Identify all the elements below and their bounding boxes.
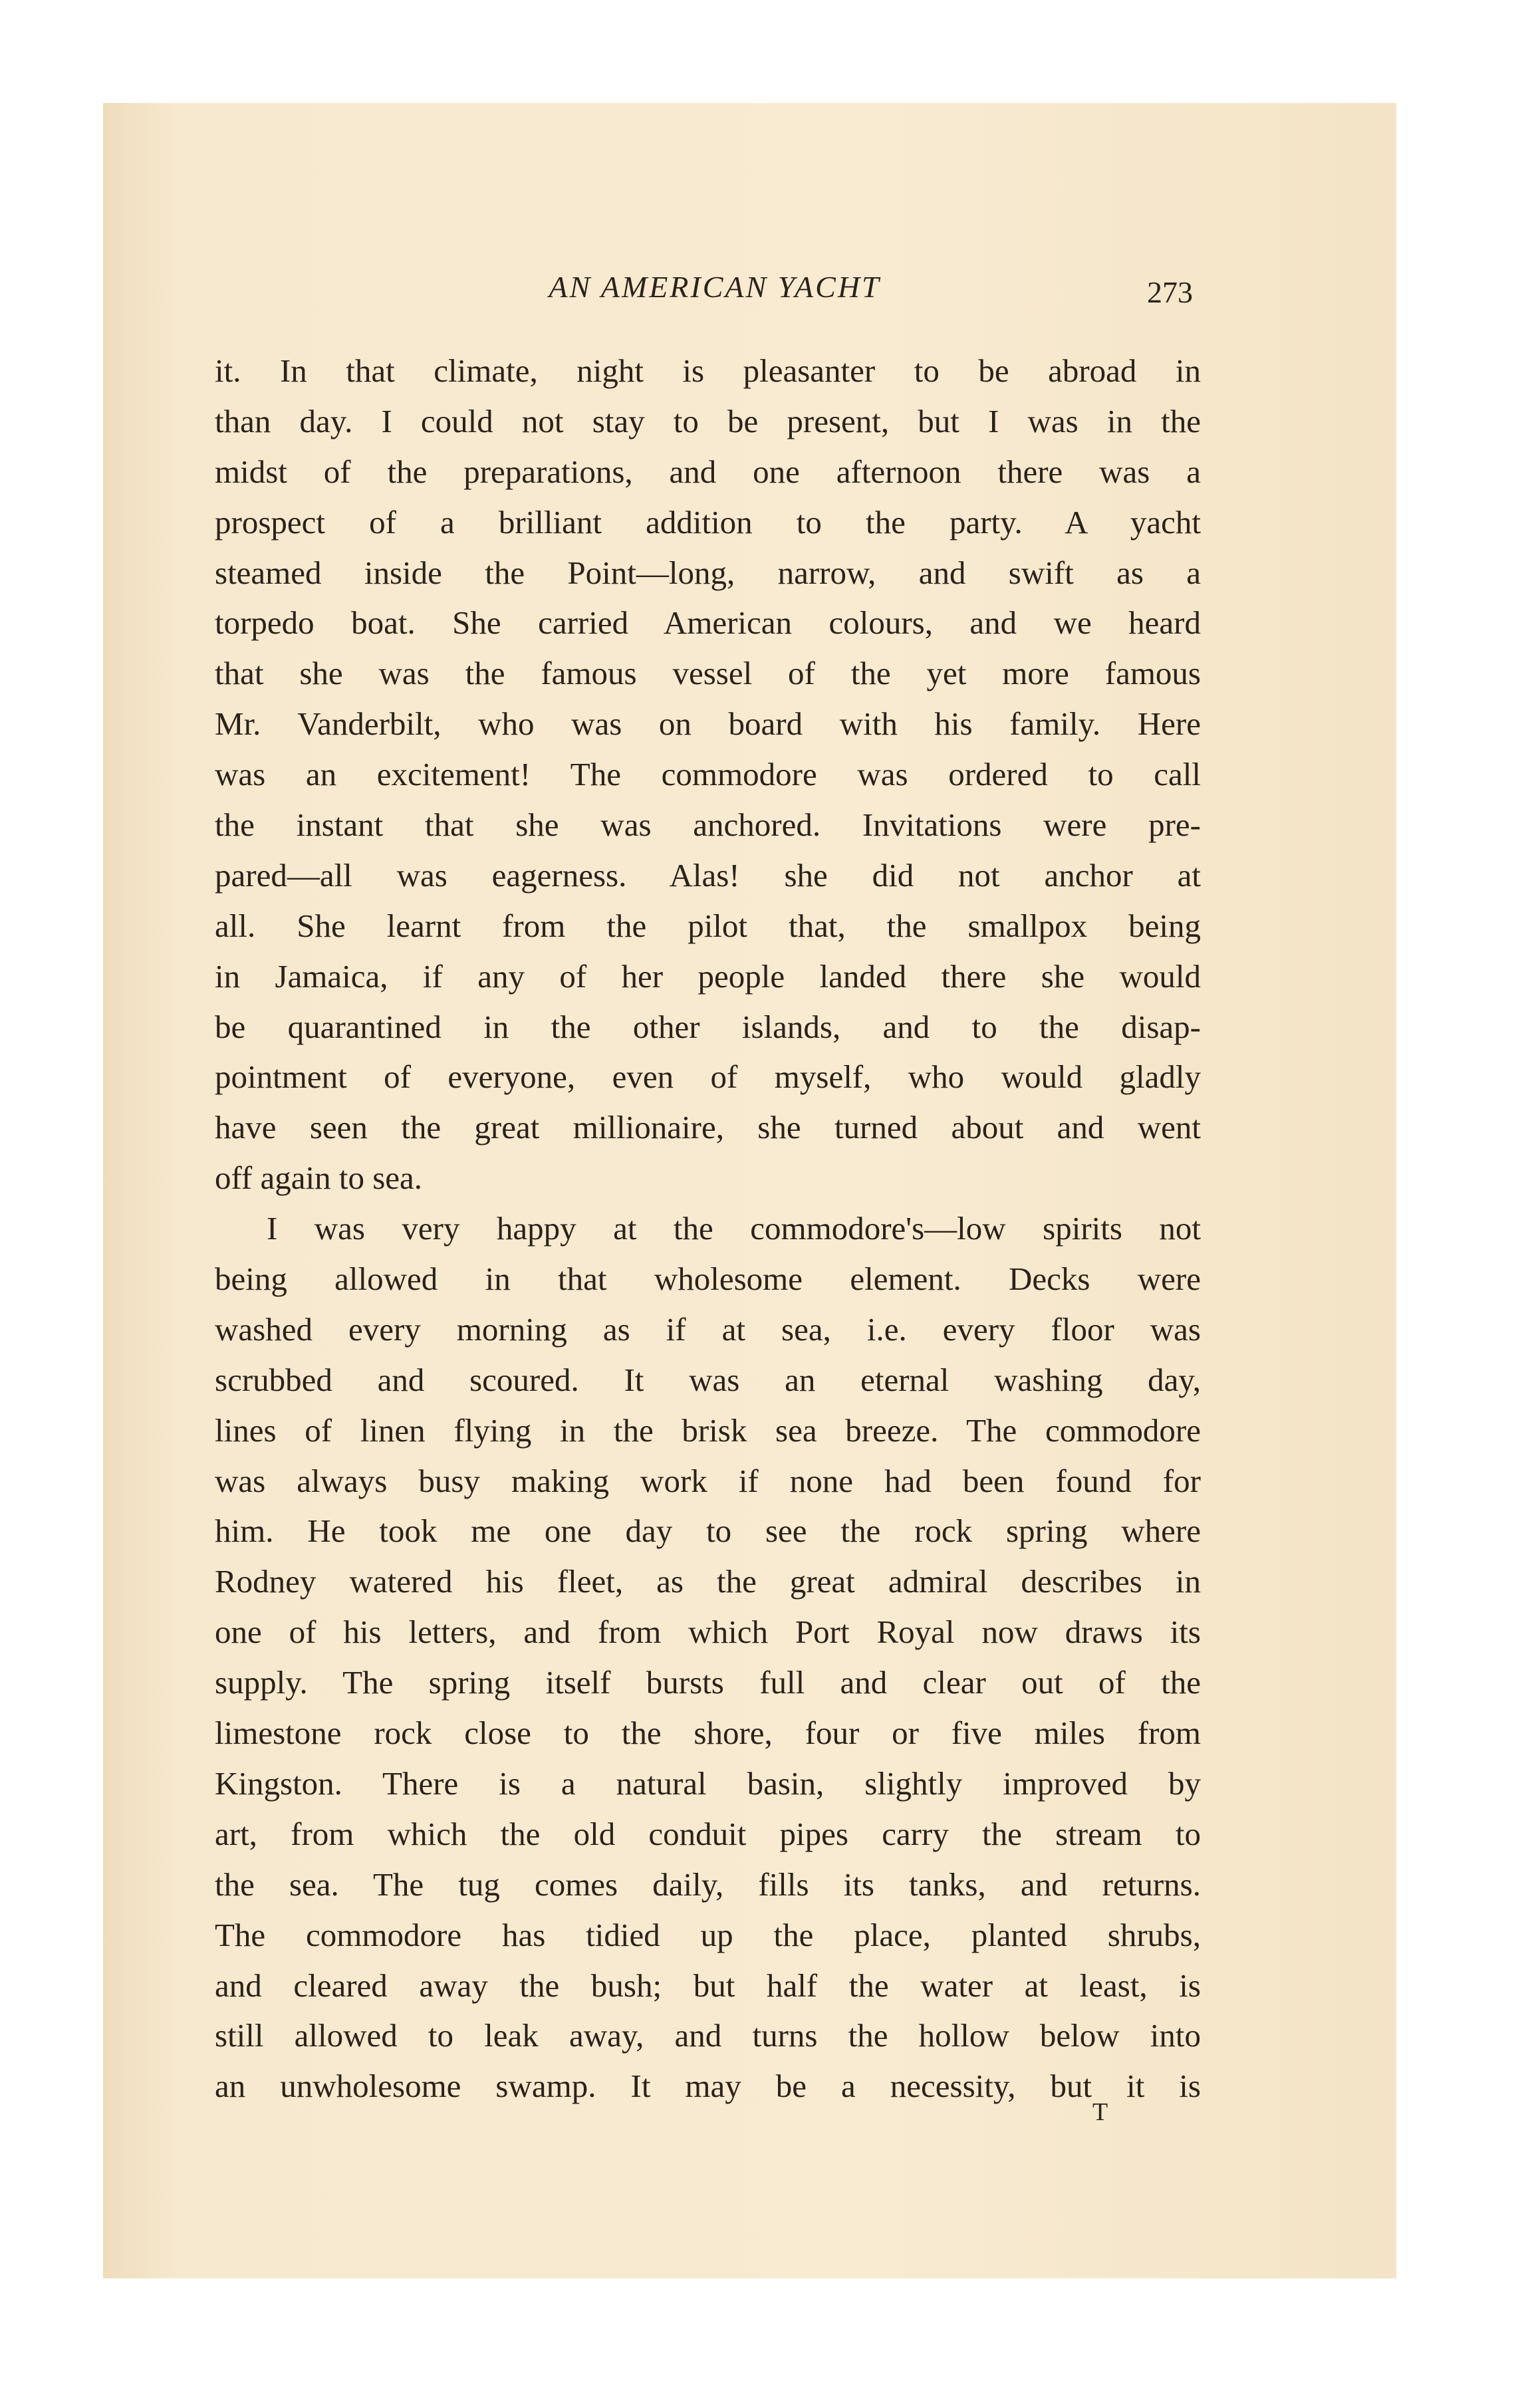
- text-line: still allowed to leak away, and turns the hollow below into: [215, 2017, 1201, 2054]
- text-line: was an excitement! The commodore was ordered to call: [215, 756, 1201, 793]
- text-line: lines of linen flying in the brisk sea breeze. The commodore: [215, 1411, 1201, 1449]
- text-line: supply. The spring itself bursts full and clear out of the: [215, 1664, 1201, 1701]
- text-line: Mr. Vanderbilt, who was on board with his family. Here: [215, 705, 1201, 743]
- text-line: that she was the famous vessel of the yet more famous: [215, 655, 1201, 692]
- text-line: and cleared away the bush; but half the water at least, is: [215, 1967, 1201, 2004]
- body-text: [215, 346, 1201, 2111]
- text-line: prospect of a brilliant addition to the party. A yacht: [215, 503, 1201, 541]
- running-title: AN AMERICAN YACHT: [549, 270, 881, 304]
- text-line: limestone rock close to the shore, four or five miles from: [215, 1715, 1201, 1752]
- page-header: [103, 269, 1396, 309]
- text-line: Kingston. There is a natural basin, slightly improved by: [215, 1764, 1201, 1802]
- text-line: one of his letters, and from which Port Royal now draws its: [215, 1614, 1201, 1651]
- text-line: an unwholesome swamp. It may be a necessity, but it is: [215, 2068, 1201, 2105]
- text-line: him. He took me one day to see the rock spring where: [215, 1512, 1201, 1550]
- text-line: art, from which the old conduit pipes carry the stream to: [215, 1815, 1201, 1852]
- book-page: [103, 103, 1396, 2278]
- signature-mark: T: [1092, 2098, 1108, 2126]
- text-line: steamed inside the Point—long, narrow, and swift as a: [215, 554, 1201, 591]
- text-line: being allowed in that wholesome element. Decks were: [215, 1261, 1201, 1298]
- text-line: than day. I could not stay to be present, but I was in the: [215, 402, 1201, 439]
- text-line: pared—all was eagerness. Alas! she did not anchor at: [215, 856, 1201, 894]
- text-line: pointment of everyone, even of myself, who would gladly: [215, 1058, 1201, 1096]
- text-line: scrubbed and scoured. It was an eternal washing day,: [215, 1361, 1201, 1398]
- text-line: have seen the great millionaire, she turned about and went: [215, 1109, 1201, 1146]
- text-line: washed every morning as if at sea, i.e. every floor was: [215, 1310, 1201, 1348]
- text-line: torpedo boat. She carried American colours, and we heard: [215, 604, 1201, 642]
- text-line: off again to sea.: [215, 1159, 423, 1197]
- page-number: 273: [1147, 275, 1193, 309]
- text-line: I was very happy at the commodore's—low spirits not: [267, 1210, 1201, 1247]
- text-line: Rodney watered his fleet, as the great admiral describes in: [215, 1563, 1201, 1600]
- text-line: it. In that climate, night is pleasanter to be abroad in: [215, 352, 1201, 389]
- text-line: the instant that she was anchored. Invitations were pre-: [215, 806, 1201, 844]
- text-line: midst of the preparations, and one afternoon there was a: [215, 453, 1201, 490]
- text-line: The commodore has tidied up the place, planted shrubs,: [215, 1916, 1201, 1953]
- text-line: in Jamaica, if any of her people landed there she would: [215, 957, 1201, 995]
- text-line: the sea. The tug comes daily, fills its tanks, and returns.: [215, 1866, 1201, 1903]
- text-line: be quarantined in the other islands, and to the disap-: [215, 1008, 1201, 1045]
- text-line: was always busy making work if none had been found for: [215, 1462, 1201, 1499]
- text-line: all. She learnt from the pilot that, the smallpox being: [215, 907, 1201, 944]
